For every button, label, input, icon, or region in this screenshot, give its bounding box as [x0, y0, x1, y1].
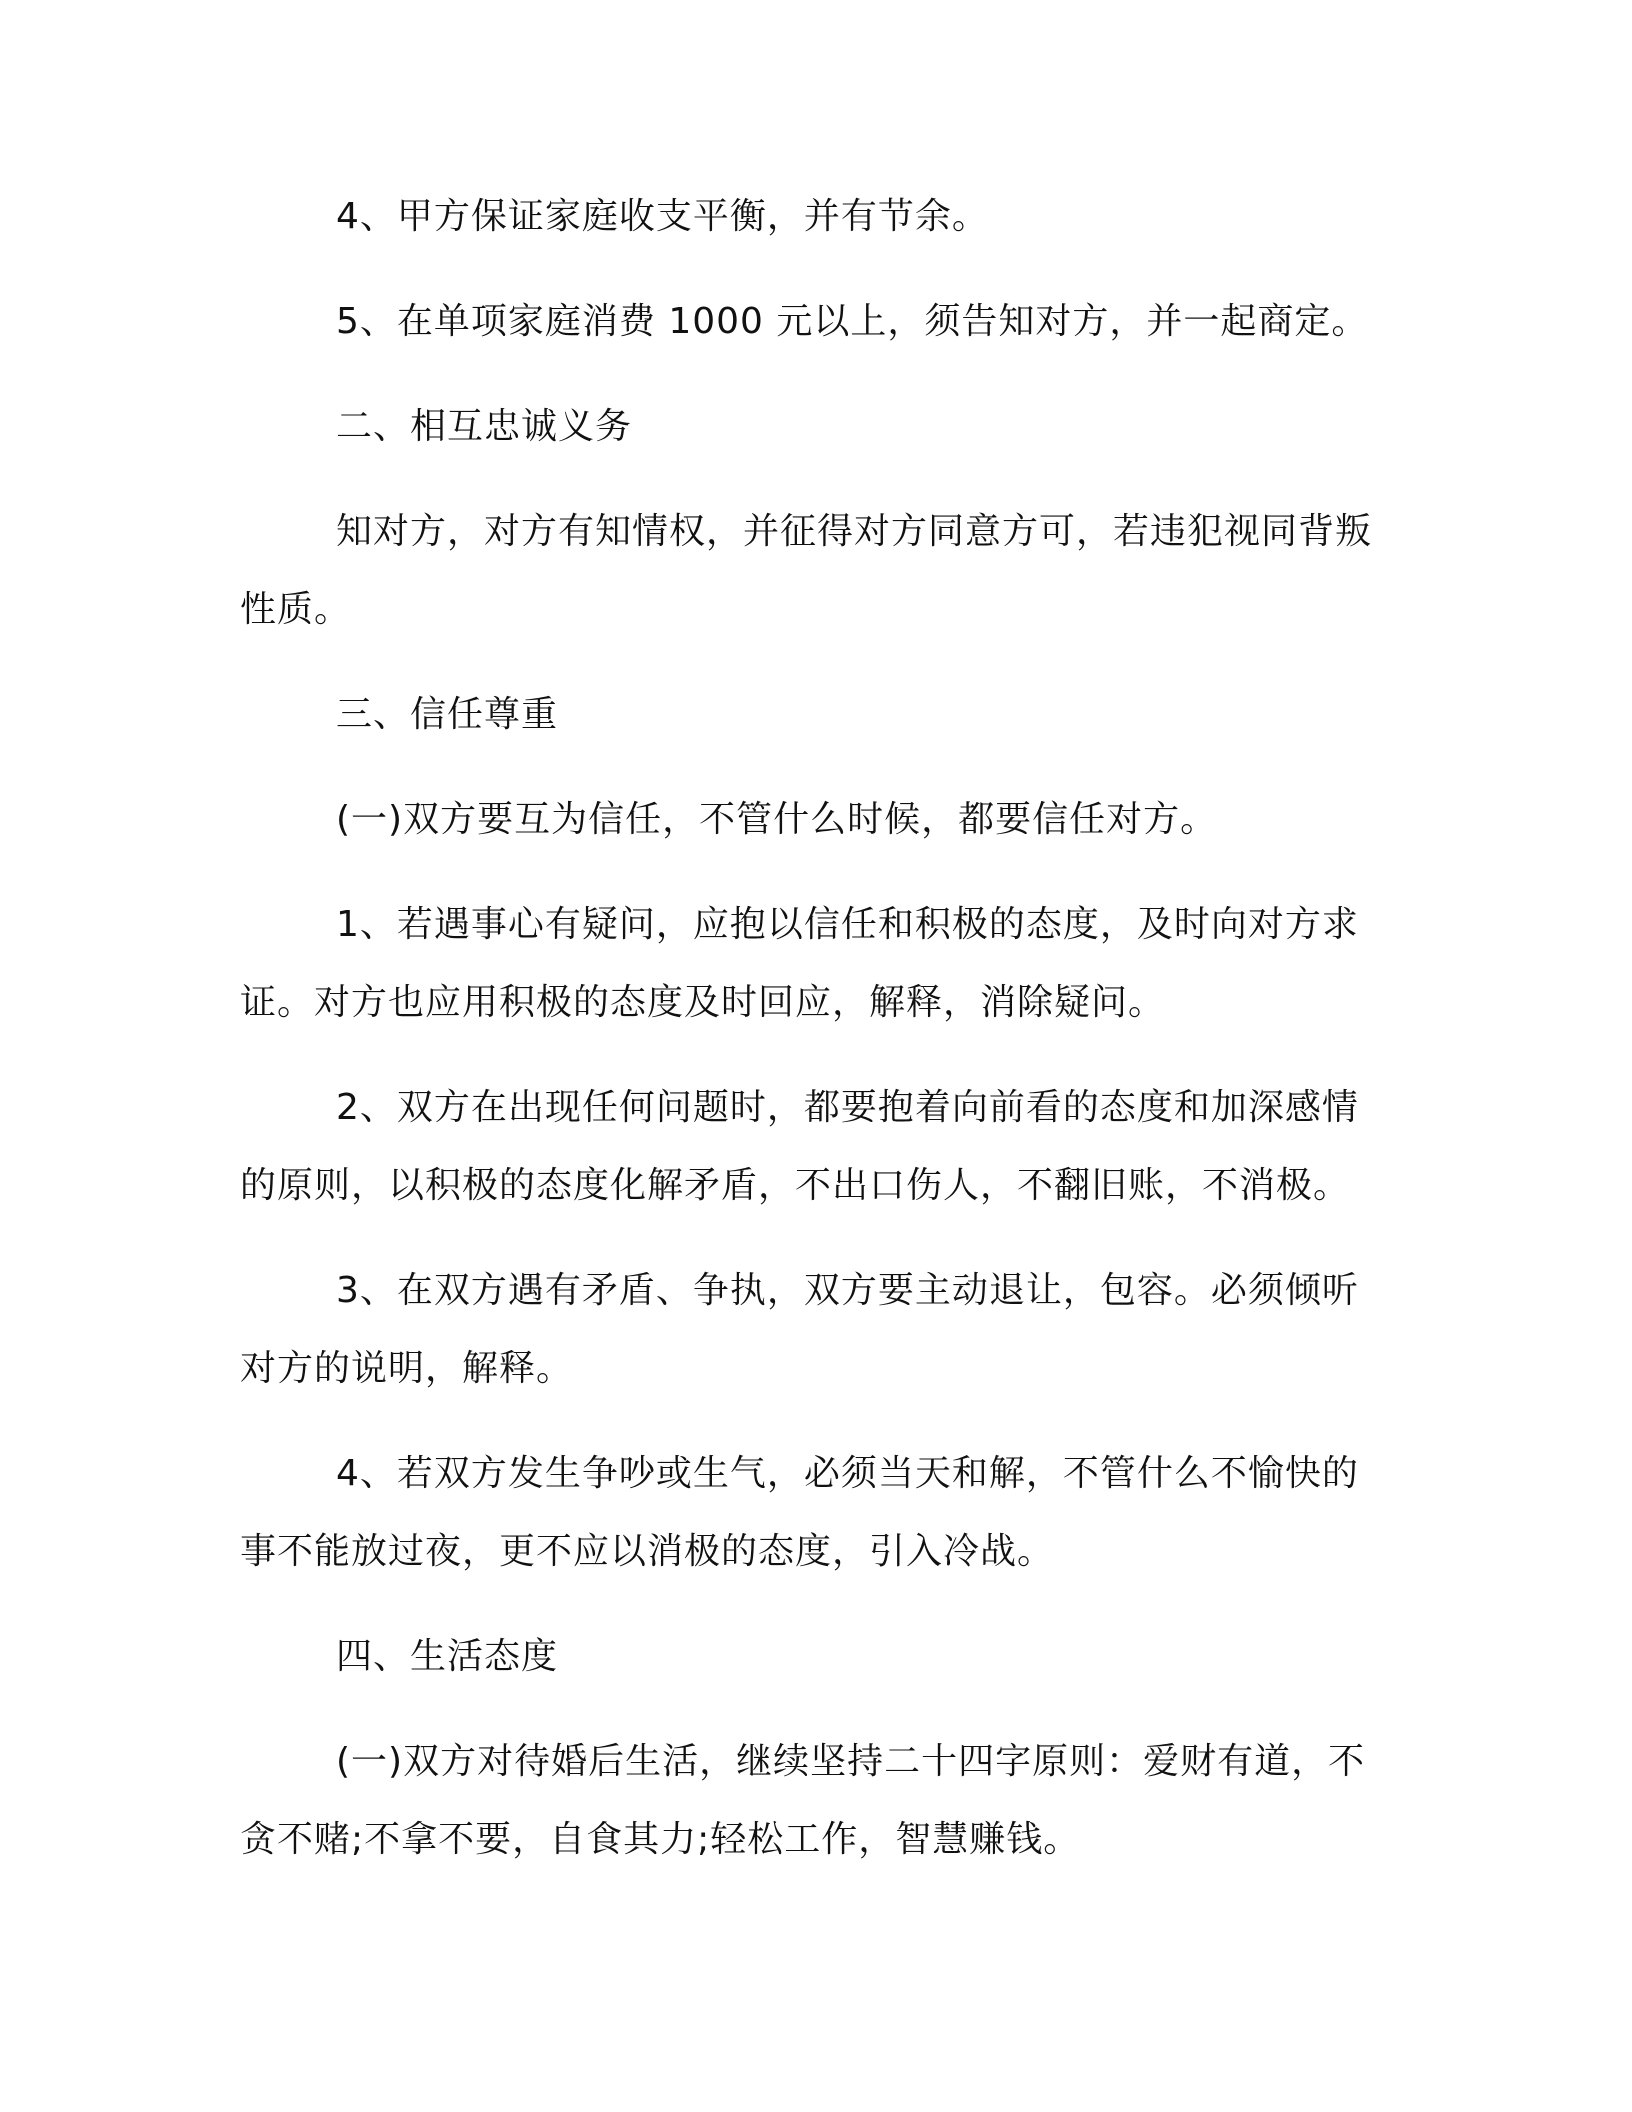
- paragraph-spacer: [240, 1225, 1380, 1252]
- paragraph-consumption-rule: 5、在单项家庭消费 1000 元以上，须告知对方，并一起商定。: [336, 301, 1369, 342]
- section-heading-loyalty: 二、相互忠诚义务: [336, 406, 633, 447]
- paragraph-look-forward: 2、双方在出现任何问题时，都要抱着向前看的态度和加深感情的原则，以积极的态度化解矛盾，不出口伤人，不翻旧账，不消极。: [240, 1087, 1359, 1206]
- paragraph-household-balance: 4、甲方保证家庭收支平衡，并有节余。: [336, 196, 989, 237]
- paragraph-spacer: [240, 361, 1380, 388]
- paragraph-right-to-know: 知对方，对方有知情权，并征得对方同意方可，若违犯视同背叛性质。: [240, 511, 1373, 630]
- paragraph-reconcile-same-day: 4、若双方发生争吵或生气，必须当天和解，不管什么不愉快的事不能放过夜，更不应以消极的态度，引入冷战。: [240, 1453, 1359, 1572]
- paragraph-spacer: [240, 1042, 1380, 1069]
- paragraph-twenty-four-character-principle: (一)双方对待婚后生活，继续坚持二十四字原则：爱财有道，不贪不赌;不拿不要，自食其力;轻松工作，智慧赚钱。: [240, 1741, 1366, 1860]
- paragraph-verify-doubts: 1、若遇事心有疑问，应抱以信任和积极的态度，及时向对方求证。对方也应用积极的态度及时回应，解释，消除疑问。: [240, 904, 1359, 1023]
- section-heading-life-attitude: 四、生活态度: [336, 1636, 559, 1677]
- paragraph-spacer: [240, 466, 1380, 493]
- paragraph-spacer: [240, 754, 1380, 781]
- paragraph-spacer: [240, 859, 1380, 886]
- paragraph-spacer: [240, 1408, 1380, 1435]
- section-heading-trust: 三、信任尊重: [336, 694, 559, 735]
- paragraph-spacer: [240, 1591, 1380, 1618]
- paragraph-spacer: [240, 256, 1380, 283]
- paragraph-spacer: [240, 1696, 1380, 1723]
- paragraph-yield-and-listen: 3、在双方遇有矛盾、争执，双方要主动退让，包容。必须倾听对方的说明，解释。: [240, 1270, 1359, 1389]
- paragraph-spacer: [240, 649, 1380, 676]
- document-body: [240, 178, 1380, 1879]
- subsection-trust-each-other: (一)双方要互为信任，不管什么时候，都要信任对方。: [336, 799, 1218, 840]
